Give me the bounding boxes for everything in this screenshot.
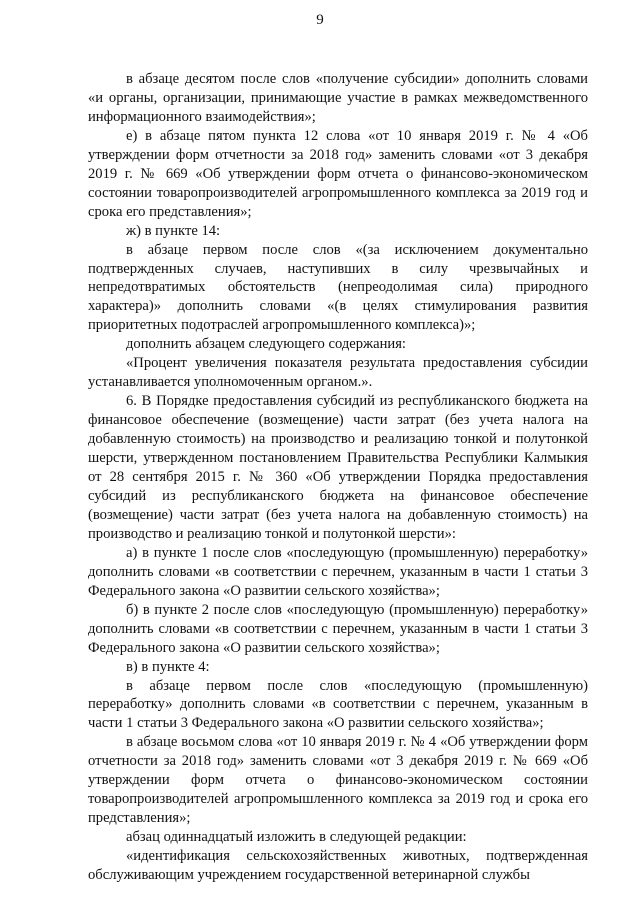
paragraph: «Процент увеличения показателя результата предоставления субсидии устанавливается уполномоченным органом.». bbox=[88, 355, 588, 391]
paragraph: ж) в пункте 14: bbox=[126, 222, 221, 239]
paragraph: «идентификация сельскохозяйственных животных, подтвержденная обслуживающим учреждением государственной ветеринарной службы bbox=[88, 848, 588, 884]
paragraph: е) в абзаце пятом пункта 12 слова «от 10 января 2019 г. № 4 «Об утверждении форм отчетности за 2018 год» заменить словами «от 3 декабря 2019 г. № 669 «Об утверждении форм отчета о финансово-экономическом состоянии товаропроизводителей агропромышленного комплекса за 2019 год и срока его представления»; bbox=[88, 127, 588, 220]
paragraph: в абзаце десятом после слов «получение субсидии» дополнить словами «и органы, организации, принимающие участие в рамках межведомственного информационного взаимодействия»; bbox=[88, 71, 588, 125]
page-number: 9 bbox=[316, 12, 324, 28]
document-body bbox=[88, 70, 588, 885]
paragraph: в абзаце восьмом слова «от 10 января 2019 г. № 4 «Об утверждении форм отчетности за 2018 год» заменить словами «от 3 декабря 2019 г. № 669 «Об утверждении форм отчета о финансово-экономическом состоянии товаропроизводителей агропромышленного комплекса за 2019 год и срока его представления»; bbox=[88, 734, 588, 827]
paragraph: в) в пункте 4: bbox=[126, 658, 210, 675]
paragraph: в абзаце первом после слов «последующую (промышленную) переработку» дополнить словами «в соответствии с перечнем, указанным в части 1 статьи 3 Федерального закона «О развитии сельского хозяйства»; bbox=[88, 677, 588, 732]
paragraph: б) в пункте 2 после слов «последующую (промышленную) переработку» дополнить словами «в соответствии с перечнем, указанным в части 1 статьи 3 Федерального закона «О развитии сельского хозяйства»; bbox=[88, 601, 588, 656]
paragraph: а) в пункте 1 после слов «последующую (промышленную) переработку» дополнить словами «в соответствии с перечнем, указанным в части 1 статьи 3 Федерального закона «О развитии сельского хозяйства»; bbox=[88, 544, 588, 599]
paragraph: 6. В Порядке предоставления субсидий из республиканского бюджета на финансовое обеспечение (возмещение) части затрат (без учета налога на добавленную стоимость) на производство и реализацию тонкой и полутонкой шерсти, утвержденном постановлением Правительства Республики Калмыкия от 28 сентября 2015 г. № 360 «Об утверждении Порядка предоставления субсидий из республиканского бюджета на финансовое обеспечение (возмещение) части затрат (без учета налога на добавленную стоимость) на производство и реализацию тонкой и полутонкой шерсти»: bbox=[88, 393, 588, 542]
paragraph: дополнить абзацем следующего содержания: bbox=[126, 336, 406, 353]
paragraph: в абзаце первом после слов «(за исключением документально подтвержденных случаев, наступивших в силу чрезвычайных и непредотвратимых обстоятельств (непреодолимая сила) природного характера)» дополнить словами «(в целях стимулирования развития приоритетных подотраслей агропромышленного комплекса)»; bbox=[88, 241, 588, 334]
paragraph: абзац одиннадцатый изложить в следующей редакции: bbox=[126, 829, 467, 846]
